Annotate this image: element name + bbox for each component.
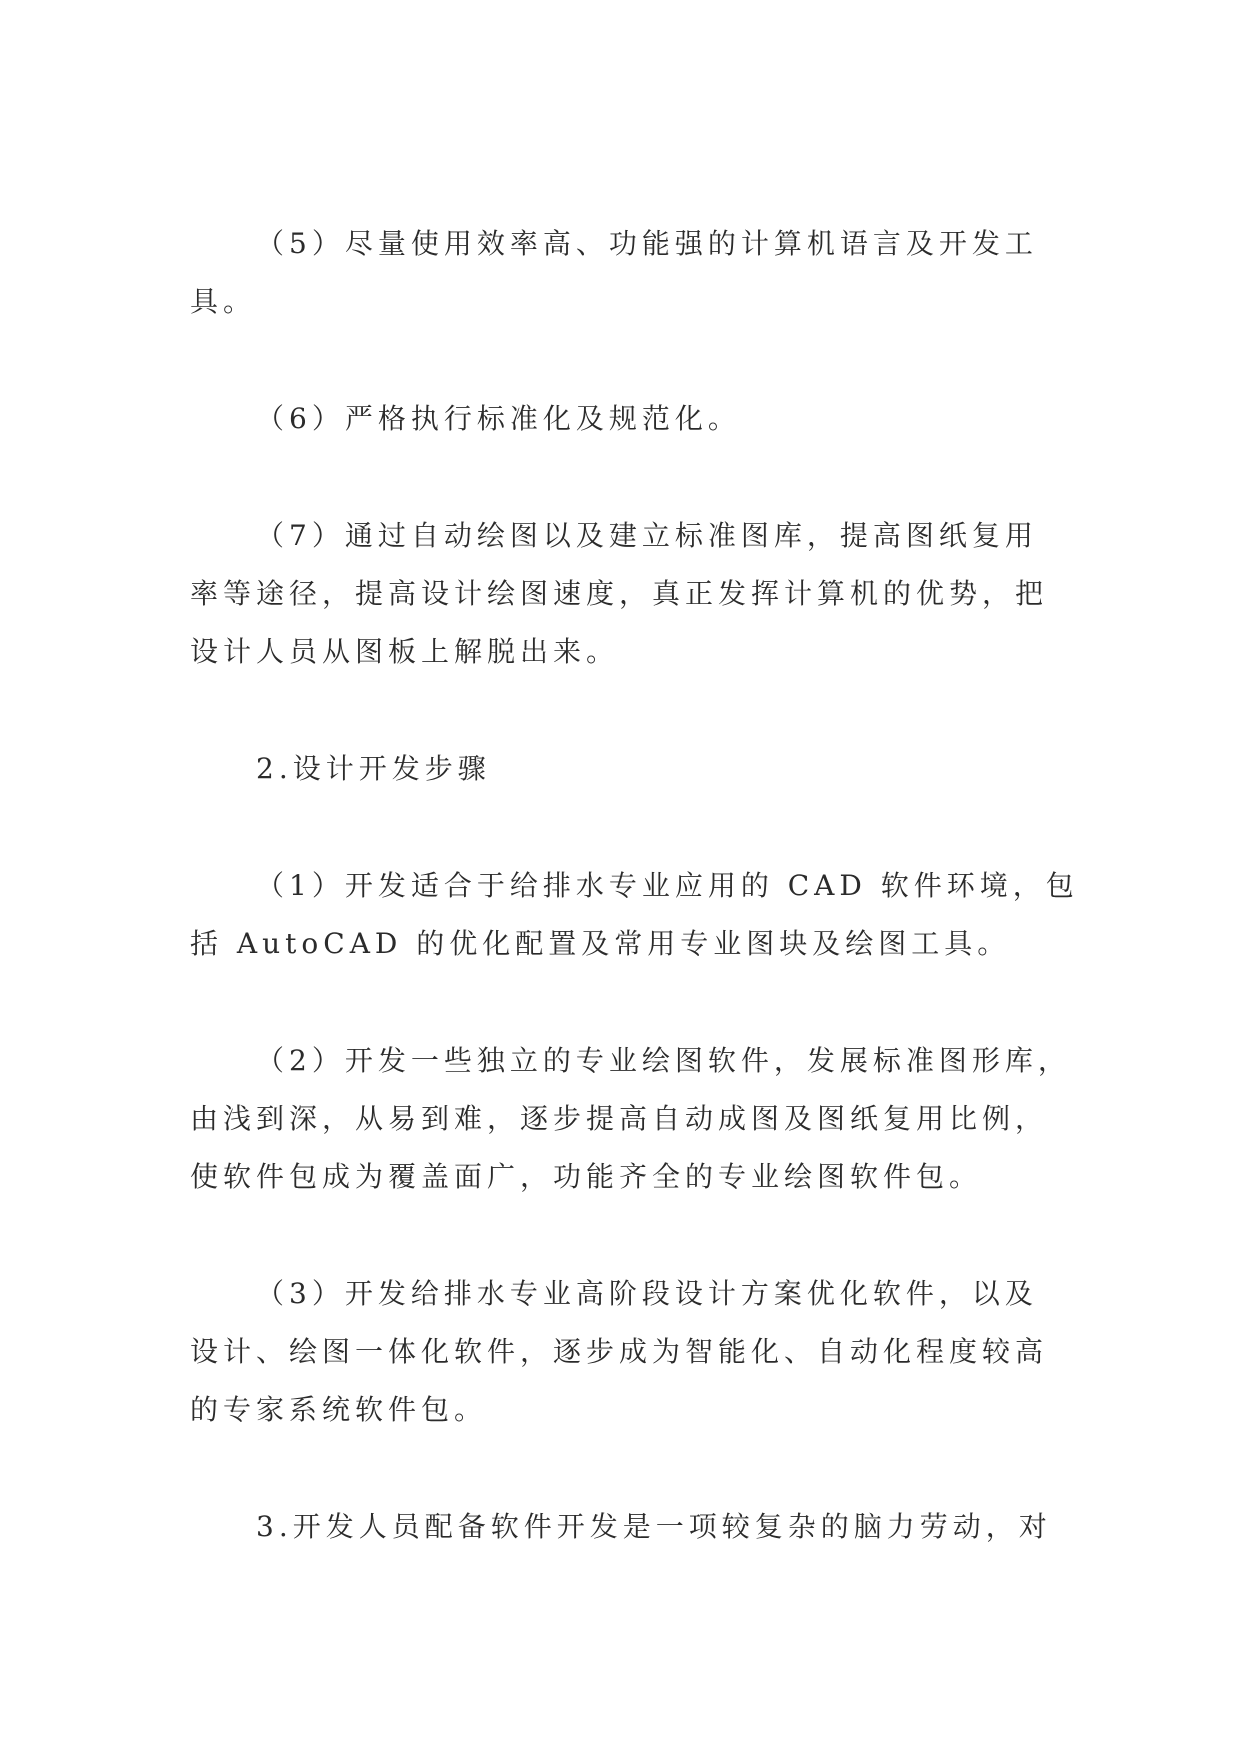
- paragraph-line: 具。: [190, 285, 257, 318]
- section-heading-staffing: [190, 1498, 1070, 1556]
- paragraph-line: （5）尽量使用效率高、功能强的计算机语言及开发工: [256, 227, 1038, 260]
- paragraph-line: （6）严格执行标准化及规范化。: [256, 402, 741, 435]
- paragraph-line: （3）开发给排水专业高阶段设计方案优化软件，以及: [256, 1277, 1038, 1310]
- section-heading-design-steps: [190, 740, 1070, 798]
- paragraph-line: 的专家系统软件包。: [190, 1393, 488, 1426]
- document-page: [190, 215, 1079, 1615]
- section-heading: 3.开发人员配备软件开发是一项较复杂的脑力劳动，对: [256, 1510, 1052, 1543]
- paragraph-line: （2）开发一些独立的专业绘图软件，发展标准图形库，: [256, 1044, 1071, 1077]
- paragraph-step-3: [190, 1265, 1070, 1439]
- paragraph-item-5: [190, 215, 1070, 331]
- paragraph-line: 由浅到深，从易到难，逐步提高自动成图及图纸复用比例，: [190, 1102, 1049, 1135]
- paragraph-line: （7）通过自动绘图以及建立标准图库，提高图纸复用: [256, 519, 1038, 552]
- paragraph-item-7: [190, 507, 1070, 681]
- paragraph-step-2: [190, 1032, 1070, 1206]
- paragraph-line: 设计人员从图板上解脱出来。: [190, 635, 620, 668]
- paragraph-step-1: [190, 857, 1079, 973]
- paragraph-line: 率等途径，提高设计绘图速度，真正发挥计算机的优势，把: [190, 577, 1049, 610]
- section-heading: 2.设计开发步骤: [256, 752, 491, 785]
- paragraph-line: 设计、绘图一体化软件，逐步成为智能化、自动化程度较高: [190, 1335, 1049, 1368]
- paragraph-line: 括 AutoCAD 的优化配置及常用专业图块及绘图工具。: [190, 927, 1011, 960]
- paragraph-line: （1）开发适合于给排水专业应用的 CAD 软件环境，包: [256, 869, 1079, 902]
- paragraph-item-6: [190, 390, 1070, 448]
- paragraph-line: 使软件包成为覆盖面广，功能齐全的专业绘图软件包。: [190, 1160, 983, 1193]
